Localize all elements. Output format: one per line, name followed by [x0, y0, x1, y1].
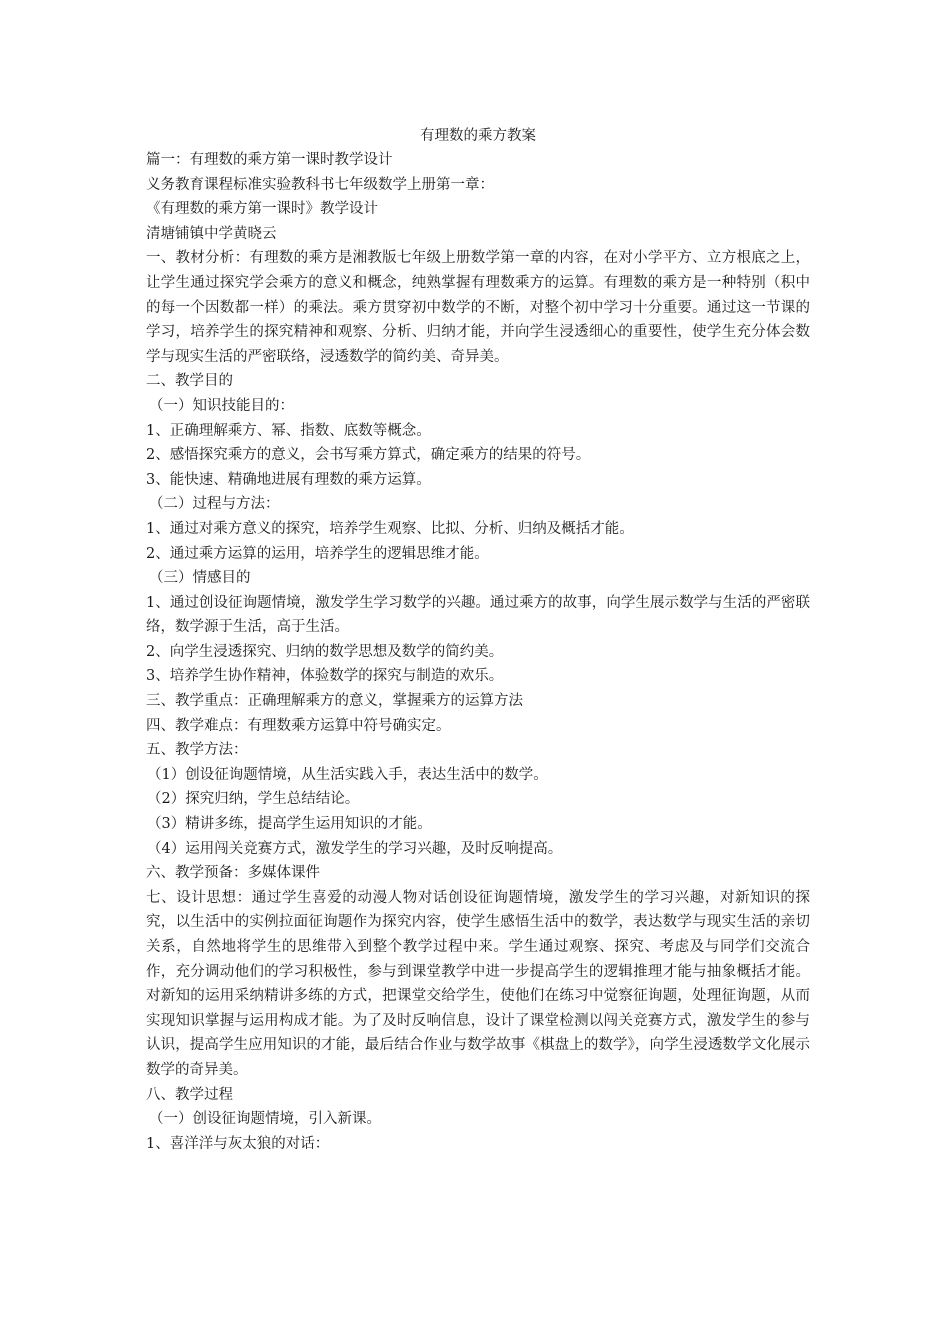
knowledge-item: 1、正确理解乘方、幂、指数、底数等概念。 [146, 422, 431, 439]
process-item: 2、通过乘方运算的运用，培养学生的逻辑思维才能。 [146, 545, 489, 562]
material-analysis-paragraph: 一、教材分析：有理数的乘方是湘教版七年级上册数学第一章的内容，在对小学平方、立方根底之上，让学生通过探究学会乘方的意义和概念，纯熟掌握有理数乘方的运算。有理数的乘方是一种特别（积中的每一个因数都一样）的乘法。乘方贯穿初中数学的不断，对整个初中学习十分重要。通过这一节课的学习，培养学生的探究精神和观察、分析、归纳才能，并向学生浸透细心的重要性，使学生充分体会数学与现实生活的严密联络，浸透数学的简约美、奇异美。 [146, 250, 810, 365]
document-page [146, 124, 810, 1156]
emotion-heading: （三）情感目的 [149, 570, 251, 587]
process-heading: （二）过程与方法： [149, 496, 280, 513]
knowledge-heading: （一）知识技能目的： [149, 397, 294, 414]
design-idea-paragraph: 七、设计思想：通过学生喜爱的动漫人物对话创设征询题情境，激发学生的学习兴趣，对新知识的探究，以生活中的实例拉面征询题作为探究内容，使学生感悟生活中的数学，表达数学与现实生活的亲切关系，自然地将学生的思维带入到整个教学过程中来。学生通过观察、探究、考虑及与同学们交流合作，充分调动他们的学习积极性，参与到课堂教学中进一步提高学生的逻辑推理才能与抽象概括才能。对新知的运用采纳精讲多练的方式，把课堂交给学生，使他们在练习中觉察征询题，处理征询题，从而实现知识掌握与运用构成才能。为了及时反响信息，设计了课堂检测以闯关竞赛方式，激发学生的参与认识，提高学生应用知识的才能，最后结合作业与数学故事《棋盘上的数学》，向学生浸透数学文化展示数学的奇异美。 [146, 889, 810, 1078]
goals-heading: 二、教学目的 [146, 373, 233, 390]
methods-item: （1）创设征询题情境，从生活实践入手，表达生活中的数学。 [147, 766, 548, 783]
methods-item: （4）运用闯关竞赛方式，激发学生的学习兴趣，及时反响提高。 [147, 840, 563, 857]
lesson-title-line: 《有理数的乘方第一课时》教学设计 [146, 201, 378, 218]
preparation-line: 六、教学预备：多媒体课件 [146, 865, 320, 882]
chapter-heading: 篇一：有理数的乘方第一课时教学设计 [146, 152, 393, 168]
emotion-item: 1、通过创设征询题情境，激发学生学习数学的兴趣。通过乘方的故事，向学生展示数学与生活的严密联络，数学源于生活，高于生活。 [146, 594, 810, 636]
methods-item: （3）精讲多练，提高学生运用知识的才能。 [147, 816, 432, 833]
document-title: 有理数的乘方教案 [420, 128, 536, 144]
intro-heading: （一）创设征询题情境，引入新课。 [149, 1111, 381, 1128]
process-main-heading: 八、教学过程 [146, 1086, 233, 1103]
author-line: 清塘铺镇中学黄晓云 [146, 225, 277, 242]
knowledge-item: 2、感悟探究乘方的意义，会书写乘方算式，确定乘方的结果的符号。 [146, 447, 591, 464]
knowledge-item: 3、能快速、精确地进展有理数的乘方运算。 [146, 471, 431, 488]
methods-item: （2）探究归纳，学生总结结论。 [147, 791, 360, 808]
intro-item: 1、喜洋洋与灰太狼的对话： [146, 1135, 330, 1152]
methods-heading: 五、教学方法： [146, 742, 248, 759]
difficulty-line: 四、教学难点：有理数乘方运算中符号确实定。 [146, 717, 451, 734]
textbook-line: 义务教育课程标准实验教科书七年级数学上册第一章： [146, 176, 494, 193]
emotion-item: 2、向学生浸透探究、归纳的数学思想及数学的简约美。 [146, 643, 504, 660]
key-point-line: 三、教学重点：正确理解乘方的意义，掌握乘方的运算方法 [146, 693, 523, 710]
process-item: 1、通过对乘方意义的探究，培养学生观察、比拟、分析、归纳及概括才能。 [146, 520, 634, 537]
emotion-item: 3、培养学生协作精神，体验数学的探究与制造的欢乐。 [146, 668, 504, 685]
